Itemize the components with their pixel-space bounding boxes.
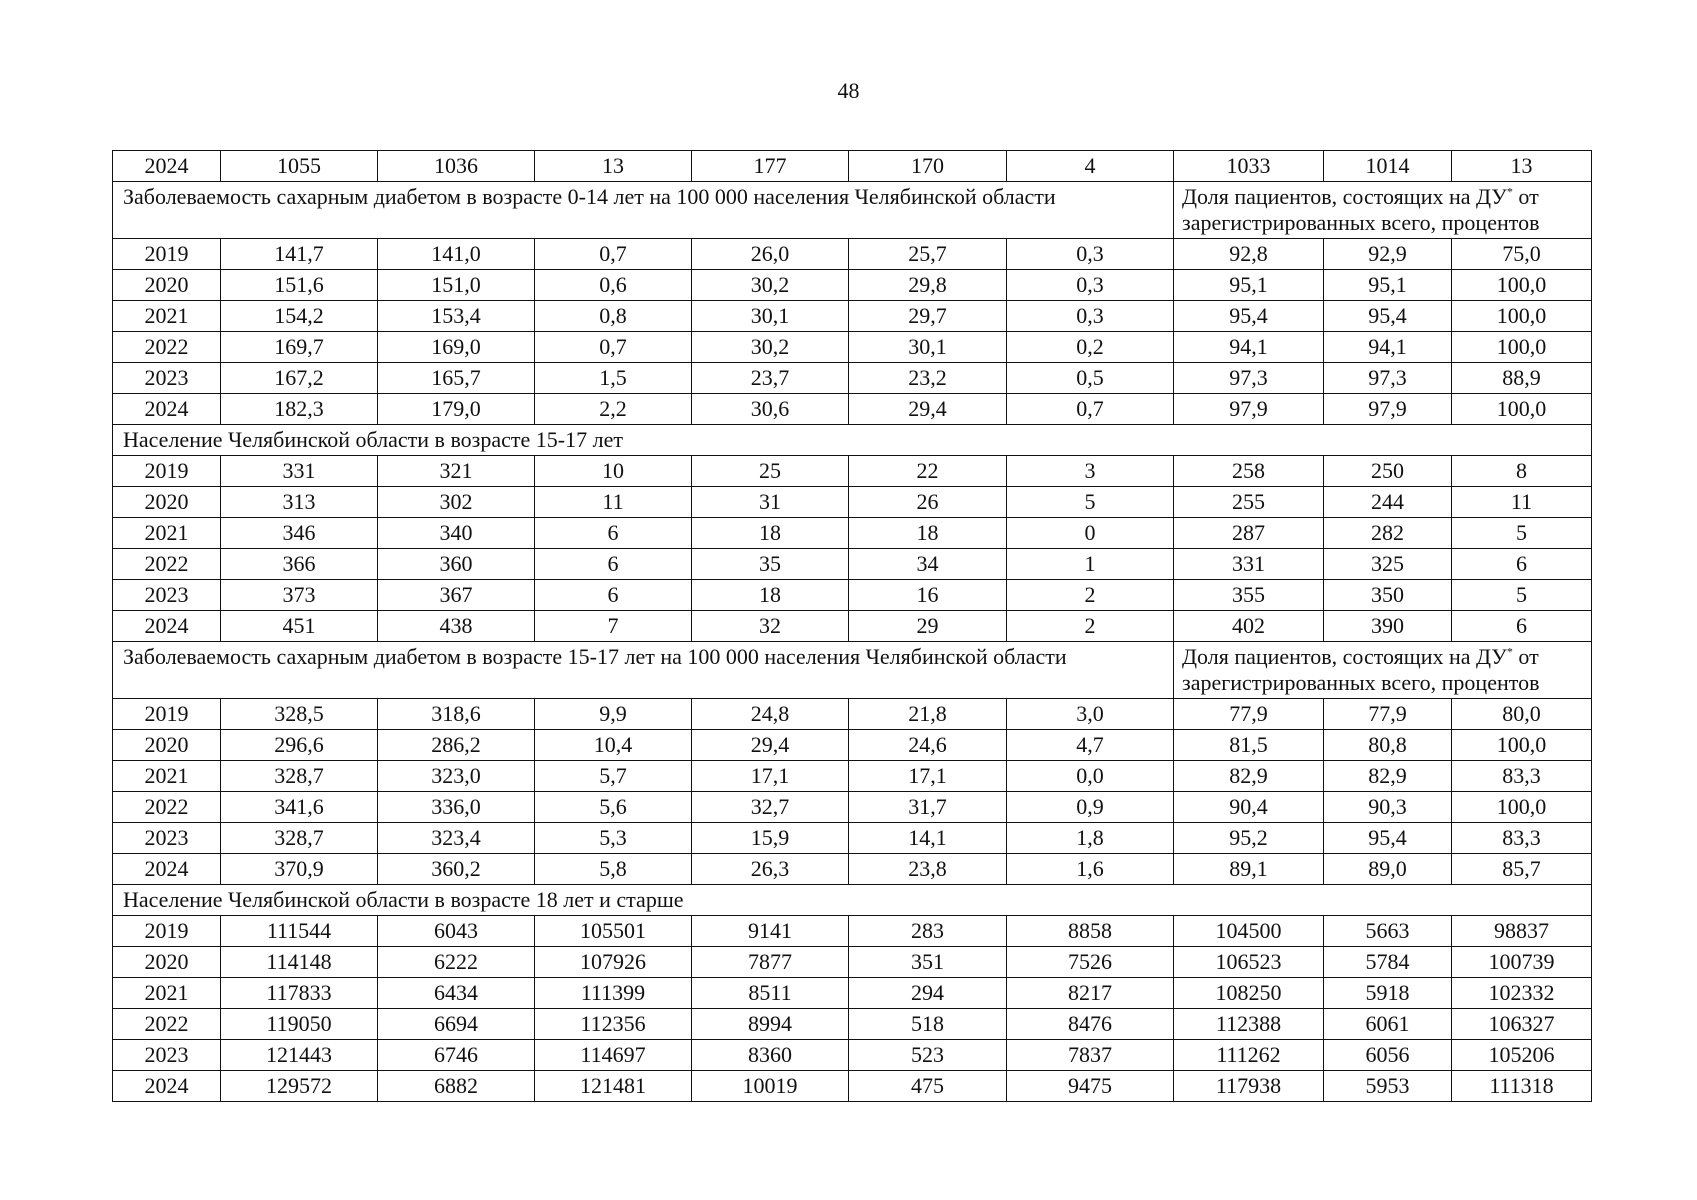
value-cell: 4 xyxy=(1007,151,1174,182)
value-cell: 6061 xyxy=(1324,1009,1452,1040)
value-cell: 29,8 xyxy=(849,270,1007,301)
value-cell: 32 xyxy=(692,611,849,642)
value-cell: 107926 xyxy=(535,947,692,978)
table-row xyxy=(113,761,1592,792)
table-row xyxy=(113,730,1592,761)
year-cell: 2021 xyxy=(113,978,221,1009)
value-cell: 451 xyxy=(221,611,378,642)
year-cell: 2024 xyxy=(113,151,221,182)
value-cell: 90,3 xyxy=(1324,792,1452,823)
value-cell: 77,9 xyxy=(1324,699,1452,730)
value-cell: 31,7 xyxy=(849,792,1007,823)
value-cell: 94,1 xyxy=(1324,332,1452,363)
year-cell: 2024 xyxy=(113,854,221,885)
value-cell: 9475 xyxy=(1007,1071,1174,1102)
value-cell: 5,3 xyxy=(535,823,692,854)
value-cell: 7837 xyxy=(1007,1040,1174,1071)
value-cell: 302 xyxy=(378,487,535,518)
value-cell: 89,1 xyxy=(1174,854,1324,885)
value-cell: 6043 xyxy=(378,916,535,947)
value-cell: 179,0 xyxy=(378,394,535,425)
value-cell: 165,7 xyxy=(378,363,535,394)
table-row xyxy=(113,301,1592,332)
value-cell: 30,2 xyxy=(692,270,849,301)
value-cell: 5,7 xyxy=(535,761,692,792)
value-cell: 1055 xyxy=(221,151,378,182)
table-row xyxy=(113,151,1592,182)
value-cell: 360 xyxy=(378,549,535,580)
year-cell: 2019 xyxy=(113,699,221,730)
value-cell: 100,0 xyxy=(1452,332,1592,363)
value-cell: 18 xyxy=(849,518,1007,549)
table-row xyxy=(113,487,1592,518)
value-cell: 21,8 xyxy=(849,699,1007,730)
value-cell: 7526 xyxy=(1007,947,1174,978)
value-cell: 30,1 xyxy=(692,301,849,332)
value-cell: 340 xyxy=(378,518,535,549)
value-cell: 95,4 xyxy=(1324,301,1452,332)
value-cell: 9141 xyxy=(692,916,849,947)
value-cell: 92,8 xyxy=(1174,239,1324,270)
value-cell: 6434 xyxy=(378,978,535,1009)
value-cell: 9,9 xyxy=(535,699,692,730)
table-row xyxy=(113,239,1592,270)
value-cell: 29,4 xyxy=(692,730,849,761)
value-cell: 26 xyxy=(849,487,1007,518)
value-cell: 121443 xyxy=(221,1040,378,1071)
value-cell: 81,5 xyxy=(1174,730,1324,761)
value-cell: 6 xyxy=(535,549,692,580)
value-cell: 402 xyxy=(1174,611,1324,642)
value-cell: 313 xyxy=(221,487,378,518)
year-cell: 2022 xyxy=(113,549,221,580)
year-cell: 2023 xyxy=(113,363,221,394)
value-cell: 255 xyxy=(1174,487,1324,518)
value-cell: 6 xyxy=(535,518,692,549)
value-cell: 95,4 xyxy=(1324,823,1452,854)
value-cell: 0,3 xyxy=(1007,239,1174,270)
value-cell: 8360 xyxy=(692,1040,849,1071)
value-cell: 0,8 xyxy=(535,301,692,332)
value-cell: 331 xyxy=(1174,549,1324,580)
year-cell: 2021 xyxy=(113,301,221,332)
value-cell: 8994 xyxy=(692,1009,849,1040)
value-cell: 104500 xyxy=(1174,916,1324,947)
share-title xyxy=(1174,182,1592,239)
value-cell: 360,2 xyxy=(378,854,535,885)
table-row xyxy=(113,978,1592,1009)
value-cell: 170 xyxy=(849,151,1007,182)
value-cell: 0,2 xyxy=(1007,332,1174,363)
value-cell: 17,1 xyxy=(849,761,1007,792)
value-cell: 167,2 xyxy=(221,363,378,394)
value-cell: 24,8 xyxy=(692,699,849,730)
table-body xyxy=(113,151,1592,1102)
value-cell: 1036 xyxy=(378,151,535,182)
year-cell: 2019 xyxy=(113,916,221,947)
value-cell: 177 xyxy=(692,151,849,182)
value-cell: 3 xyxy=(1007,456,1174,487)
value-cell: 80,0 xyxy=(1452,699,1592,730)
value-cell: 97,3 xyxy=(1174,363,1324,394)
value-cell: 7877 xyxy=(692,947,849,978)
value-cell: 83,3 xyxy=(1452,761,1592,792)
table-row xyxy=(113,456,1592,487)
value-cell: 6746 xyxy=(378,1040,535,1071)
value-cell: 1 xyxy=(1007,549,1174,580)
value-cell: 23,2 xyxy=(849,363,1007,394)
value-cell: 92,9 xyxy=(1324,239,1452,270)
value-cell: 518 xyxy=(849,1009,1007,1040)
value-cell: 258 xyxy=(1174,456,1324,487)
table-row xyxy=(113,394,1592,425)
value-cell: 1,5 xyxy=(535,363,692,394)
value-cell: 111399 xyxy=(535,978,692,1009)
year-cell: 2024 xyxy=(113,611,221,642)
value-cell: 341,6 xyxy=(221,792,378,823)
value-cell: 25,7 xyxy=(849,239,1007,270)
table-row xyxy=(113,580,1592,611)
value-cell: 5 xyxy=(1452,580,1592,611)
value-cell: 29,7 xyxy=(849,301,1007,332)
value-cell: 151,0 xyxy=(378,270,535,301)
table-row xyxy=(113,1040,1592,1071)
value-cell: 15,9 xyxy=(692,823,849,854)
year-cell: 2023 xyxy=(113,823,221,854)
value-cell: 26,3 xyxy=(692,854,849,885)
value-cell: 350 xyxy=(1324,580,1452,611)
value-cell: 4,7 xyxy=(1007,730,1174,761)
year-cell: 2021 xyxy=(113,761,221,792)
value-cell: 296,6 xyxy=(221,730,378,761)
value-cell: 328,5 xyxy=(221,699,378,730)
value-cell: 119050 xyxy=(221,1009,378,1040)
value-cell: 5 xyxy=(1007,487,1174,518)
value-cell: 5953 xyxy=(1324,1071,1452,1102)
value-cell: 6 xyxy=(1452,611,1592,642)
value-cell: 0,5 xyxy=(1007,363,1174,394)
value-cell: 97,9 xyxy=(1324,394,1452,425)
value-cell: 8476 xyxy=(1007,1009,1174,1040)
table-row xyxy=(113,549,1592,580)
table-row xyxy=(113,916,1592,947)
table-row xyxy=(113,792,1592,823)
share-title xyxy=(1174,642,1592,699)
share-title-suffix: от зарегистрированных всего, процентов xyxy=(1182,184,1540,235)
value-cell: 523 xyxy=(849,1040,1007,1071)
value-cell: 75,0 xyxy=(1452,239,1592,270)
value-cell: 100,0 xyxy=(1452,730,1592,761)
value-cell: 282 xyxy=(1324,518,1452,549)
value-cell: 88,9 xyxy=(1452,363,1592,394)
value-cell: 121481 xyxy=(535,1071,692,1102)
value-cell: 2 xyxy=(1007,580,1174,611)
value-cell: 23,8 xyxy=(849,854,1007,885)
value-cell: 0,7 xyxy=(535,332,692,363)
value-cell: 6 xyxy=(1452,549,1592,580)
value-cell: 10 xyxy=(535,456,692,487)
value-cell: 82,9 xyxy=(1324,761,1452,792)
year-cell: 2022 xyxy=(113,792,221,823)
value-cell: 95,2 xyxy=(1174,823,1324,854)
value-cell: 108250 xyxy=(1174,978,1324,1009)
value-cell: 25 xyxy=(692,456,849,487)
value-cell: 287 xyxy=(1174,518,1324,549)
value-cell: 89,0 xyxy=(1324,854,1452,885)
value-cell: 105206 xyxy=(1452,1040,1592,1071)
table-row xyxy=(113,699,1592,730)
value-cell: 10019 xyxy=(692,1071,849,1102)
value-cell: 8858 xyxy=(1007,916,1174,947)
value-cell: 18 xyxy=(692,580,849,611)
year-cell: 2019 xyxy=(113,456,221,487)
value-cell: 17,1 xyxy=(692,761,849,792)
value-cell: 35 xyxy=(692,549,849,580)
value-cell: 323,4 xyxy=(378,823,535,854)
value-cell: 331 xyxy=(221,456,378,487)
page-number: 48 xyxy=(837,78,860,103)
value-cell: 112388 xyxy=(1174,1009,1324,1040)
value-cell: 328,7 xyxy=(221,761,378,792)
value-cell: 95,4 xyxy=(1174,301,1324,332)
value-cell: 5918 xyxy=(1324,978,1452,1009)
value-cell: 325 xyxy=(1324,549,1452,580)
statistics-table xyxy=(112,150,1592,1102)
value-cell: 0,7 xyxy=(1007,394,1174,425)
value-cell: 98837 xyxy=(1452,916,1592,947)
value-cell: 29,4 xyxy=(849,394,1007,425)
section-header-row xyxy=(113,182,1592,239)
value-cell: 0,3 xyxy=(1007,270,1174,301)
value-cell: 106327 xyxy=(1452,1009,1592,1040)
table-row xyxy=(113,270,1592,301)
value-cell: 0,6 xyxy=(535,270,692,301)
value-cell: 5,6 xyxy=(535,792,692,823)
value-cell: 34 xyxy=(849,549,1007,580)
table-row xyxy=(113,518,1592,549)
value-cell: 30,1 xyxy=(849,332,1007,363)
year-cell: 2024 xyxy=(113,1071,221,1102)
value-cell: 10,4 xyxy=(535,730,692,761)
value-cell: 16 xyxy=(849,580,1007,611)
value-cell: 11 xyxy=(1452,487,1592,518)
year-cell: 2020 xyxy=(113,730,221,761)
value-cell: 6694 xyxy=(378,1009,535,1040)
value-cell: 336,0 xyxy=(378,792,535,823)
value-cell: 24,6 xyxy=(849,730,1007,761)
value-cell: 0 xyxy=(1007,518,1174,549)
value-cell: 32,7 xyxy=(692,792,849,823)
table-row xyxy=(113,947,1592,978)
value-cell: 169,0 xyxy=(378,332,535,363)
value-cell: 97,3 xyxy=(1324,363,1452,394)
value-cell: 1033 xyxy=(1174,151,1324,182)
value-cell: 30,2 xyxy=(692,332,849,363)
value-cell: 77,9 xyxy=(1174,699,1324,730)
value-cell: 438 xyxy=(378,611,535,642)
value-cell: 1014 xyxy=(1324,151,1452,182)
section-title: Заболеваемость сахарным диабетом в возрасте 0-14 лет на 100 000 населения Челябинской области xyxy=(113,182,1174,239)
value-cell: 6056 xyxy=(1324,1040,1452,1071)
value-cell: 111318 xyxy=(1452,1071,1592,1102)
value-cell: 475 xyxy=(849,1071,1007,1102)
value-cell: 31 xyxy=(692,487,849,518)
value-cell: 111262 xyxy=(1174,1040,1324,1071)
value-cell: 153,4 xyxy=(378,301,535,332)
value-cell: 318,6 xyxy=(378,699,535,730)
value-cell: 100,0 xyxy=(1452,394,1592,425)
share-title-text: Доля пациентов, состоящих на ДУ xyxy=(1182,184,1507,209)
share-title-suffix: от зарегистрированных всего, процентов xyxy=(1182,644,1540,695)
value-cell: 82,9 xyxy=(1174,761,1324,792)
value-cell: 102332 xyxy=(1452,978,1592,1009)
section-header-row xyxy=(113,885,1592,916)
section-title: Население Челябинской области в возрасте 15-17 лет xyxy=(113,425,1592,456)
value-cell: 13 xyxy=(535,151,692,182)
value-cell: 355 xyxy=(1174,580,1324,611)
value-cell: 2 xyxy=(1007,611,1174,642)
value-cell: 346 xyxy=(221,518,378,549)
value-cell: 114697 xyxy=(535,1040,692,1071)
year-cell: 2024 xyxy=(113,394,221,425)
value-cell: 90,4 xyxy=(1174,792,1324,823)
value-cell: 6222 xyxy=(378,947,535,978)
value-cell: 8217 xyxy=(1007,978,1174,1009)
value-cell: 80,8 xyxy=(1324,730,1452,761)
section-title: Заболеваемость сахарным диабетом в возрасте 15-17 лет на 100 000 населения Челябинской области xyxy=(113,642,1174,699)
value-cell: 22 xyxy=(849,456,1007,487)
value-cell: 169,7 xyxy=(221,332,378,363)
value-cell: 141,7 xyxy=(221,239,378,270)
value-cell: 0,7 xyxy=(535,239,692,270)
value-cell: 390 xyxy=(1324,611,1452,642)
value-cell: 83,3 xyxy=(1452,823,1592,854)
value-cell: 95,1 xyxy=(1324,270,1452,301)
year-cell: 2022 xyxy=(113,1009,221,1040)
section-title: Население Челябинской области в возрасте 18 лет и старше xyxy=(113,885,1592,916)
value-cell: 8 xyxy=(1452,456,1592,487)
year-cell: 2020 xyxy=(113,270,221,301)
table-row xyxy=(113,854,1592,885)
value-cell: 100,0 xyxy=(1452,270,1592,301)
value-cell: 3,0 xyxy=(1007,699,1174,730)
value-cell: 0,9 xyxy=(1007,792,1174,823)
value-cell: 0,0 xyxy=(1007,761,1174,792)
value-cell: 373 xyxy=(221,580,378,611)
year-cell: 2023 xyxy=(113,1040,221,1071)
year-cell: 2020 xyxy=(113,947,221,978)
year-cell: 2023 xyxy=(113,580,221,611)
value-cell: 5 xyxy=(1452,518,1592,549)
section-header-row xyxy=(113,425,1592,456)
value-cell: 5,8 xyxy=(535,854,692,885)
value-cell: 13 xyxy=(1452,151,1592,182)
value-cell: 6 xyxy=(535,580,692,611)
value-cell: 351 xyxy=(849,947,1007,978)
table-row xyxy=(113,332,1592,363)
value-cell: 112356 xyxy=(535,1009,692,1040)
year-cell: 2021 xyxy=(113,518,221,549)
value-cell: 85,7 xyxy=(1452,854,1592,885)
value-cell: 100,0 xyxy=(1452,792,1592,823)
footnote-mark: * xyxy=(1506,644,1513,659)
value-cell: 367 xyxy=(378,580,535,611)
value-cell: 151,6 xyxy=(221,270,378,301)
value-cell: 30,6 xyxy=(692,394,849,425)
value-cell: 129572 xyxy=(221,1071,378,1102)
value-cell: 286,2 xyxy=(378,730,535,761)
value-cell: 6882 xyxy=(378,1071,535,1102)
value-cell: 111544 xyxy=(221,916,378,947)
value-cell: 323,0 xyxy=(378,761,535,792)
value-cell: 5663 xyxy=(1324,916,1452,947)
table-row xyxy=(113,611,1592,642)
value-cell: 294 xyxy=(849,978,1007,1009)
share-title-text: Доля пациентов, состоящих на ДУ xyxy=(1182,644,1507,669)
value-cell: 11 xyxy=(535,487,692,518)
value-cell: 117833 xyxy=(221,978,378,1009)
table-row xyxy=(113,1071,1592,1102)
table-row xyxy=(113,363,1592,394)
value-cell: 5784 xyxy=(1324,947,1452,978)
year-cell: 2022 xyxy=(113,332,221,363)
value-cell: 2,2 xyxy=(535,394,692,425)
value-cell: 29 xyxy=(849,611,1007,642)
value-cell: 8511 xyxy=(692,978,849,1009)
value-cell: 18 xyxy=(692,518,849,549)
value-cell: 366 xyxy=(221,549,378,580)
value-cell: 100739 xyxy=(1452,947,1592,978)
table-row xyxy=(113,823,1592,854)
value-cell: 100,0 xyxy=(1452,301,1592,332)
value-cell: 7 xyxy=(535,611,692,642)
year-cell: 2020 xyxy=(113,487,221,518)
value-cell: 321 xyxy=(378,456,535,487)
value-cell: 182,3 xyxy=(221,394,378,425)
value-cell: 244 xyxy=(1324,487,1452,518)
value-cell: 1,8 xyxy=(1007,823,1174,854)
value-cell: 328,7 xyxy=(221,823,378,854)
value-cell: 283 xyxy=(849,916,1007,947)
value-cell: 95,1 xyxy=(1174,270,1324,301)
value-cell: 370,9 xyxy=(221,854,378,885)
section-header-row xyxy=(113,642,1592,699)
value-cell: 26,0 xyxy=(692,239,849,270)
value-cell: 250 xyxy=(1324,456,1452,487)
value-cell: 97,9 xyxy=(1174,394,1324,425)
value-cell: 106523 xyxy=(1174,947,1324,978)
table-row xyxy=(113,1009,1592,1040)
value-cell: 14,1 xyxy=(849,823,1007,854)
value-cell: 141,0 xyxy=(378,239,535,270)
value-cell: 94,1 xyxy=(1174,332,1324,363)
value-cell: 23,7 xyxy=(692,363,849,394)
value-cell: 1,6 xyxy=(1007,854,1174,885)
year-cell: 2019 xyxy=(113,239,221,270)
value-cell: 154,2 xyxy=(221,301,378,332)
value-cell: 114148 xyxy=(221,947,378,978)
footnote-mark: * xyxy=(1506,184,1513,199)
value-cell: 117938 xyxy=(1174,1071,1324,1102)
value-cell: 105501 xyxy=(535,916,692,947)
value-cell: 0,3 xyxy=(1007,301,1174,332)
